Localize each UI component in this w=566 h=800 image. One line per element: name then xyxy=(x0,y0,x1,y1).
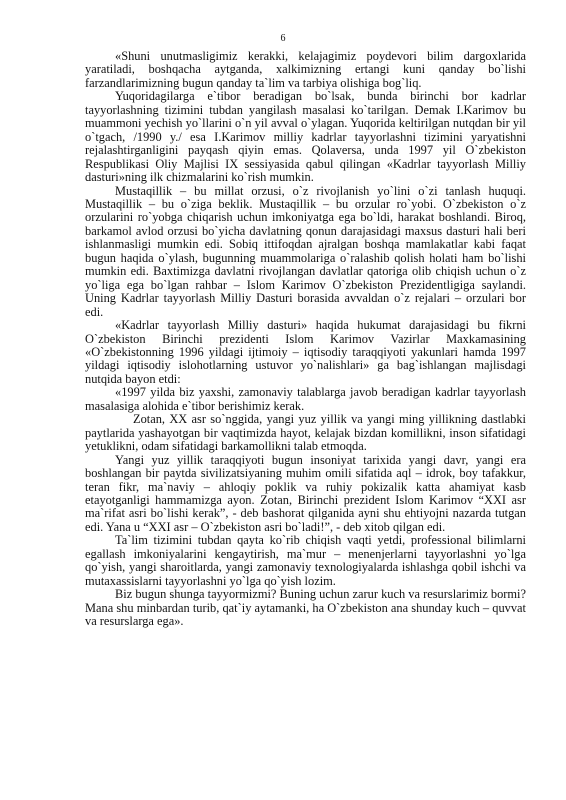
paragraph-8: Ta`lim tizimini tubdan qayta ko`rib chiqish vaqti yetdi, professional bilimlarni egallash imkoniyalarini kengaytirish, ma`mur – menenjerlarni tayyorlashni yo`lga qo`yish, yangi sharoitlarda, yangi zamonaviy texnologiyalarda ishlashga qobil ishchi va mutaxassislarni tayyorlashni yo`lga qo`yish lozim. xyxy=(85,533,526,588)
paragraph-5: «1997 yilda biz yaxshi, zamonaviy talablarga javob beradigan kadrlar tayyorlash masalasiga alohida e`tibor berishimiz kerak. xyxy=(85,385,526,413)
page-number: 6 xyxy=(280,33,286,44)
paragraph-1: «Shuni unutmasligimiz kerakki, kelajagimiz poydevori bilim dargoxlarida yaratiladi, boshqacha aytganda, xalkimizning ertangi kuni qanday bo`lishi farzandlarimizning bugun qanday ta`lim va tarbiya olishiga bog`liq. xyxy=(85,49,526,90)
paragraph-3: Mustaqillik – bu millat orzusi, o`z rivojlanish yo`lini o`zi tanlash huquqi. Mustaqillik – bu o`ziga beklik. Mustaqillik – bu orzular ro`yobi. O`zbekiston o`z orzularini ro`yobga chiqarish uchun imkoniyatga ega bo`ldi, harakat boshlandi. Biroq, barkamol avlod orzusi bo`yicha davlatning qonun darajasidagi maxsus dasturi hali beri ishlanmasligi mumkin edi. Sobiq ittifoqdan ajralgan boshqa mamlakatlar kabi faqat bugun haqida o`ylash, bugunning muammolariga o`ralashib qolish holati ham bo`lishi mumkin edi. Baxtimizga davlatni rivojlangan davlatlar qatoriga olib chiqish uchun o`z yo`liga ega bo`lgan rahbar – Islom Karimov O`zbekiston Prezidentligiga saylandi. Uning Kadrlar tayyorlash Milliy Dasturi borasida avvaldan o`z rejalari – orzulari bor edi. xyxy=(85,183,526,319)
document-body xyxy=(85,50,526,628)
paragraph-4: «Kadrlar tayyorlash Milliy dasturi» haqida hukumat darajasidagi bu fikrni O`zbekiston Birinchi prezidenti Islom Karimov Vazirlar Maxkamasining «O`zbekistonning 1996 yildagi ijtimoiy – iqtisodiy taraqqiyoti yakunlari hamda 1997 yildagi iqtisodiy islohotlarning ustuvor yo`nalishlari» ga bag`ishlangan majlisdagi nutqida bayon etdi: xyxy=(85,318,526,386)
paragraph-7: Yangi yuz yillik taraqqiyoti bugun insoniyat tarixida yangi davr, yangi era boshlangan bir paytda sivilizatsiyaning muhim omili sifatida aql – idrok, boy tafakkur, teran fikr, ma`naviy – ahloqiy poklik va ruhiy pokizalik katta ahamiyat kasb etayotganligi hammamizga ayon. Zotan, Birinchi prezident Islom Karimov “XXI asr ma`rifat asri bo`lishi kerak”, - deb bashorat qilganida ayni shu ehtiyojni nazarda tutgan edi. Yana u “XXI asr – O`zbekiston asri bo`ladi!”, - deb xitob qilgan edi. xyxy=(85,452,526,534)
paragraph-9: Biz bugun shunga tayyormizmi? Buning uchun zarur kuch va resurslarimiz bormi? Mana shu minbardan turib, qat`iy aytamanki, ha O`zbekiston ana shunday kuch – quvvat va resurslarga ega». xyxy=(85,587,526,629)
paragraph-6: Zotan, XX asr so`nggida, yangi yuz yillik va yangi ming yillikning dastlabki paytlarida yashayotgan bir vaqtimizda hayot, kelajak bizdan komillikni, inson sifatidagi yetuklikni, odam sifatidagi barkamollikni talab etmoqda. xyxy=(85,412,526,454)
paragraph-2: Yuqoridagilarga e`tibor beradigan bo`lsak, bunda birinchi bor kadrlar tayyorlashning tizimini tubdan yangilash masalasi ko`tarilgan. Demak I.Karimov bu muammoni yechish yo`llarini o`n yil avval o`ylagan. Yuqorida keltirilgan nutqdan bir yil o`tgach, /1990 y./ esa I.Karimov milliy kadrlar tayyorlashni tizimini yaryatishni rejalashtirganligini payqash qiyin emas. Qolaversa, unda 1997 yil O`zbekiston Respublikasi Oliy Majlisi IX sessiyasida qabul qilingan «Kadrlar tayyorlash Milliy dasturi»ning ilk chizmalarini ko`rish mumkin. xyxy=(85,89,526,185)
